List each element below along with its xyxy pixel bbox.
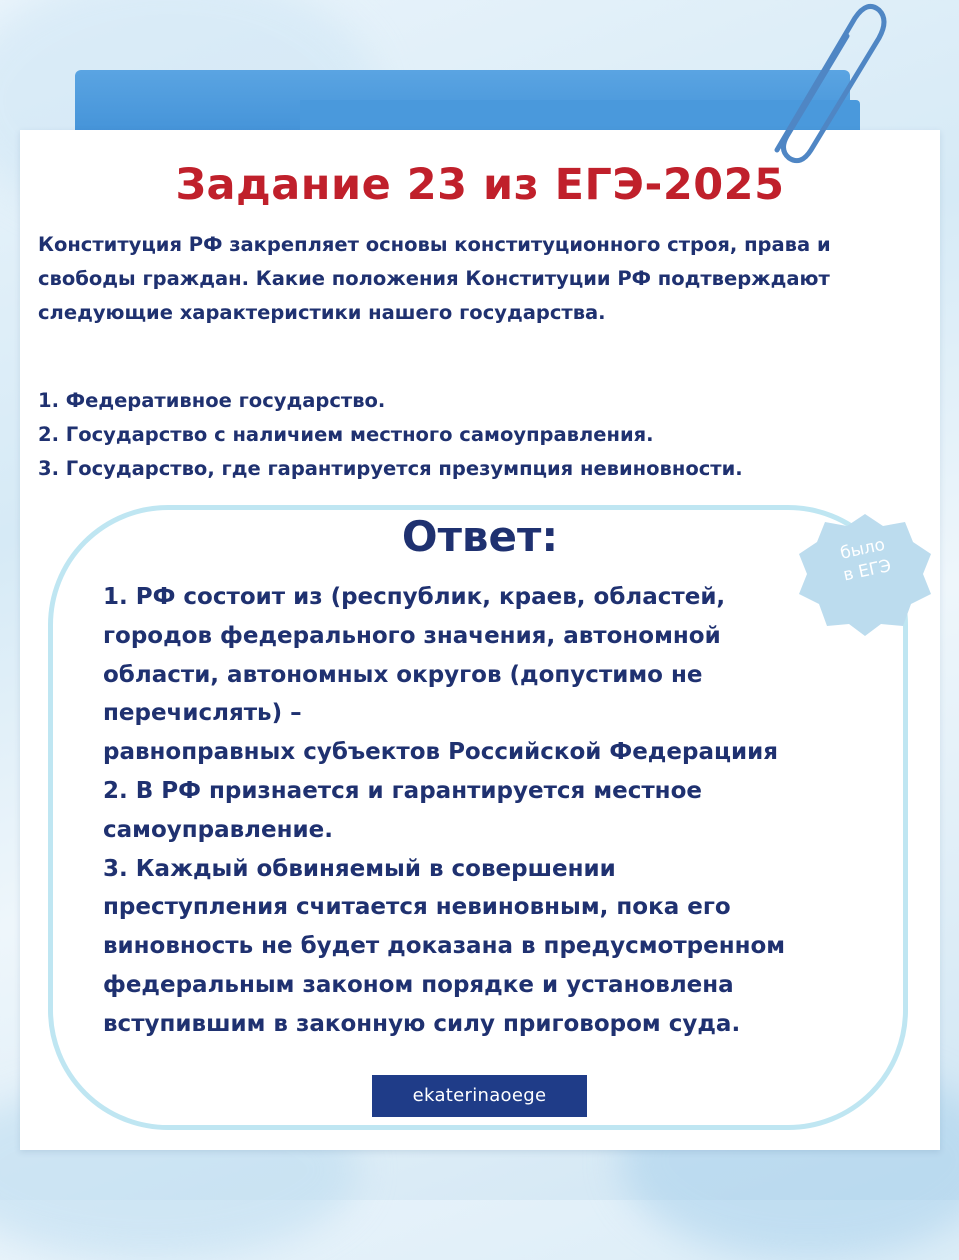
characteristics-list: [38, 384, 918, 486]
list-item: 1. Федеративное государство.: [38, 389, 386, 412]
badge-text: было в ЕГЭ: [838, 534, 894, 586]
question-text: Конституция РФ закрепляет основы конституционного строя, права и свободы граждан. Какие положения Конституции РФ подтверждают следующие характеристики нашего государства.: [38, 233, 831, 324]
paperclip-icon: [755, 0, 890, 165]
answer-text: [103, 578, 883, 1044]
author-handle: ekaterinaoege: [372, 1075, 587, 1117]
answer-line: 3. Каждый обвиняемый в совершении: [103, 855, 616, 882]
answer-line: самоуправление.: [103, 816, 333, 843]
answer-line: равноправных субъектов Российской Федерациия: [103, 739, 779, 766]
answer-line: городов федерального значения, автономной: [103, 622, 721, 649]
answer-line: виновность не будет доказана в предусмотренном: [103, 933, 786, 960]
answer-line: вступившим в законную силу приговором суда.: [103, 1010, 741, 1037]
page-title: Задание 23 из ЕГЭ-2025: [175, 160, 785, 210]
answer-line: области, автономных округов (допустимо не: [103, 661, 703, 688]
answer-line: преступления считается невиновным, пока его: [103, 894, 731, 921]
answer-line: перечислять) –: [103, 700, 302, 727]
list-item: 2. Государство с наличием местного самоуправления.: [38, 423, 654, 446]
answer-line: 2. В РФ признается и гарантируется местное: [103, 777, 702, 804]
list-item: 3. Государство, где гарантируется презумпция невиновности.: [38, 457, 743, 480]
answer-line: федеральным законом порядке и установлена: [103, 971, 734, 998]
answer-line: 1. РФ состоит из (республик, краев, областей,: [103, 584, 726, 610]
answer-title: Ответ:: [401, 512, 559, 561]
